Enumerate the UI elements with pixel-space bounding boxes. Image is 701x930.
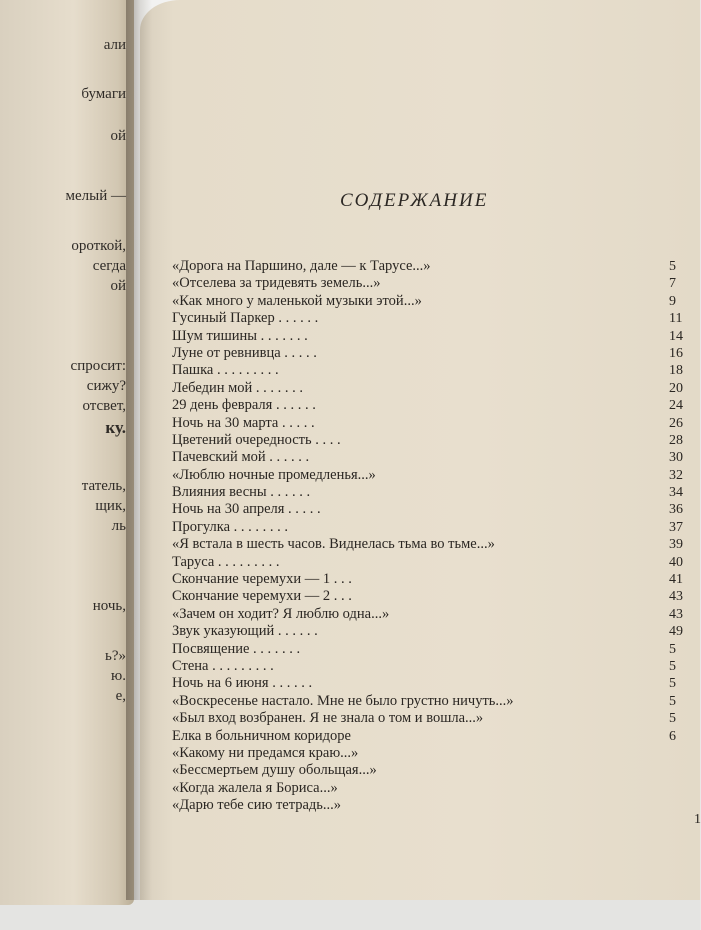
toc-entry-title: Ночь на 6 июня . . . . . . [172,675,313,692]
toc-entry [172,588,682,605]
toc-entry-title: Елка в больничном коридоре [172,727,351,744]
right-page [140,0,700,900]
toc-entry-title: Скончание черемухи — 1 . . . [172,571,352,588]
left-page [0,0,134,905]
toc-entry-title: 29 день февраля . . . . . . [172,397,316,414]
toc-entry-page: 5 [669,693,676,709]
toc-entry-page: 30 [669,450,683,466]
left-page-text-fragment: али [103,37,126,53]
toc-entry-page: 14 [669,328,683,344]
toc-entry-page: 11 [669,311,683,327]
toc-entry [172,432,682,449]
toc-entry-title: «Воскресенье настало. Мне не было грустно ничуть...» [172,692,514,709]
toc-entry-title: Пашка . . . . . . . . . [172,362,279,379]
toc-entry-page: 5 [669,259,676,274]
left-page-text-fragment: сижу? [86,378,126,394]
toc-entry-page: 43 [669,606,683,622]
toc-entry-page: 24 [669,398,683,414]
page-number: 1 [694,812,701,827]
toc-entry-page: 40 [669,554,683,570]
toc-entry [172,762,682,779]
toc-entry [172,484,682,501]
toc-entry-page: 9 [669,293,676,309]
toc-entry [172,258,682,275]
toc-entry [172,554,682,571]
toc-entry [172,449,682,466]
toc-entry [172,415,682,432]
toc-entry-title: Ночь на 30 апреля . . . . . [172,501,321,518]
toc-entry [172,623,682,640]
toc-entry-page: 7 [669,276,676,292]
left-page-text-fragment: татель, [81,478,126,494]
toc-entry-page: 5 [669,658,676,674]
toc-entry-title: «Отселева за тридевять земель...» [172,275,381,292]
left-page-text-fragment: ку. [105,418,126,437]
toc-entry [172,519,682,536]
toc-entry-title: «Зачем он ходит? Я люблю одна...» [172,605,390,622]
toc-entry-page: 39 [669,537,683,553]
toc-entry-title: Лебедин мой . . . . . . . [172,379,304,396]
toc-entry-title: Скончание черемухи — 2 . . . [172,588,352,605]
left-page-text-fragment: щик, [95,498,126,514]
left-page-text-fragment: ль [111,518,126,534]
toc-entry-title: Пачевский мой . . . . . . [172,449,310,466]
toc-entry-title: «Какому ни предамся краю...» [172,744,359,761]
toc-entry [172,693,682,710]
left-page-text-fragment: е, [115,688,126,704]
toc-entry [172,380,682,397]
toc-entry-page: 6 [669,728,676,744]
toc-entry-title: «Бессмертьем душу обольщая...» [172,762,377,779]
toc-entry-title: Звук указующий . . . . . . [172,623,318,640]
toc-entry-page: 16 [669,345,683,361]
toc-entry [172,501,682,518]
contents-title: СОДЕРЖАНИЕ [340,190,489,211]
contents-list [172,258,682,815]
toc-entry-page: 37 [669,519,683,535]
toc-entry-title: «Я встала в шесть часов. Виднелась тьма во тьме...» [172,536,495,553]
toc-entry-title: Посвящение . . . . . . . [172,640,301,657]
toc-entry-page: 32 [669,467,683,483]
toc-entry-page: 5 [669,711,676,727]
toc-entry-title: «Когда жалела я Бориса...» [172,779,338,796]
toc-entry-title: Цветений очередность . . . . [172,431,341,448]
toc-entry-page: 36 [669,502,683,518]
book-gutter-shadow [126,0,152,900]
toc-entry [172,293,682,310]
toc-entry [172,310,682,327]
toc-entry [172,328,682,345]
toc-entry-page: 41 [669,572,683,588]
toc-entry-page: 43 [669,589,683,605]
toc-entry-title: Стена . . . . . . . . . [172,657,274,674]
toc-entry [172,467,682,484]
left-page-text-fragment: ой [110,278,126,294]
toc-entry [172,658,682,675]
toc-entry-page: 28 [669,432,683,448]
left-page-text-fragment: ороткой, [71,238,126,254]
left-page-text-fragment: ю. [111,668,126,684]
toc-entry [172,797,682,814]
toc-entry-title: «Как много у маленькой музыки этой...» [172,292,422,309]
toc-entry-page: 5 [669,641,676,657]
left-page-text-fragment: спросит: [70,358,126,374]
toc-entry [172,780,682,797]
toc-entry-title: Гусиный Паркер . . . . . . [172,310,319,327]
toc-entry-title: «Был вход возбранен. Я не знала о том и вошла...» [172,710,484,727]
left-page-text-fragment: ночь, [92,598,126,614]
toc-entry-page: 49 [669,624,683,640]
left-page-text-fragment: мелый — [65,188,126,204]
toc-entry [172,536,682,553]
toc-entry-page: 26 [669,415,683,431]
left-page-text-fragment: бумаги [81,86,126,102]
toc-entry-page: 20 [669,380,683,396]
left-page-text-fragment: сегда [92,258,126,274]
toc-entry-title: «Люблю ночные промедленья...» [172,466,376,483]
toc-entry-title: «Дарю тебе сию тетрадь...» [172,797,342,814]
toc-entry [172,362,682,379]
toc-entry [172,606,682,623]
toc-entry [172,728,682,745]
left-page-text-fragment: ой [110,128,126,144]
toc-entry [172,275,682,292]
toc-entry-title: Таруса . . . . . . . . . [172,553,280,570]
toc-entry [172,397,682,414]
toc-entry [172,745,682,762]
toc-entry-page: 18 [669,363,683,379]
toc-entry [172,675,682,692]
left-page-text-fragment: ь?» [105,648,126,664]
toc-entry-page: 34 [669,485,683,501]
toc-entry [172,641,682,658]
toc-entry [172,710,682,727]
toc-entry-page: 5 [669,676,676,692]
toc-entry-title: Шум тишины . . . . . . . [172,327,308,344]
left-page-text-fragment: отсвет, [82,398,126,414]
toc-entry [172,571,682,588]
toc-entry-title: «Дорога на Паршино, дале — к Тарусе...» [172,258,431,274]
toc-entry [172,345,682,362]
toc-entry-title: Ночь на 30 марта . . . . . [172,414,315,431]
toc-entry-title: Луне от ревнивца . . . . . [172,344,317,361]
toc-entry-title: Прогулка . . . . . . . . [172,518,289,535]
toc-entry-title: Влияния весны . . . . . . [172,484,311,501]
